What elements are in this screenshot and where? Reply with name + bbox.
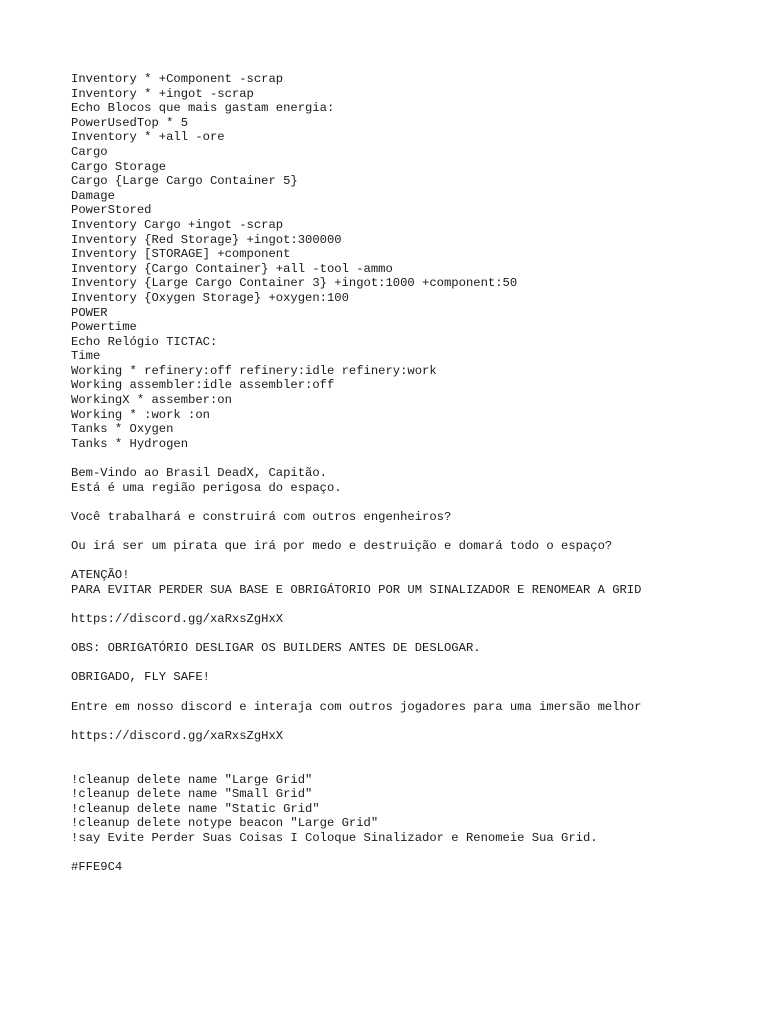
- command-line: Inventory * +Component -scrap: [71, 72, 284, 86]
- command-line: PowerStored: [71, 203, 152, 218]
- thanks-line: OBRIGADO, FLY SAFE!: [71, 670, 210, 685]
- command-line: Inventory * +ingot -scrap: [71, 86, 254, 101]
- command-line: Inventory {Large Cargo Container 3} +ingot:1000 +component:50: [71, 276, 518, 291]
- command-line: Time: [71, 349, 101, 364]
- document-page: [71, 72, 751, 875]
- command-line: WorkingX * assember:on: [71, 393, 232, 408]
- welcome-line: Está é uma região perigosa do espaço.: [71, 480, 342, 495]
- cleanup-line: !cleanup delete name "Large Grid": [71, 772, 313, 787]
- command-line: Cargo: [71, 144, 108, 159]
- spacer: [71, 714, 751, 729]
- discord-link: https://discord.gg/xaRxsZgHxX: [71, 611, 284, 626]
- command-line: Tanks * Hydrogen: [71, 436, 189, 451]
- cleanup-line: !cleanup delete name "Static Grid": [71, 801, 320, 816]
- attention-title: ATENÇÃO!: [71, 568, 130, 583]
- question-line: Ou irá ser um pirata que irá por medo e destruição e domará todo o espaço?: [71, 539, 613, 553]
- spacer: [71, 451, 751, 466]
- welcome-line: Bem-Vindo ao Brasil DeadX, Capitão.: [71, 466, 327, 481]
- spacer: [71, 524, 751, 539]
- command-line: Echo Blocos que mais gastam energia:: [71, 101, 335, 116]
- command-line: Inventory {Red Storage} +ingot:300000: [71, 232, 342, 247]
- command-line: PowerUsedTop * 5: [71, 115, 189, 130]
- question-line: Você trabalhará e construirá com outros engenheiros?: [71, 509, 452, 524]
- cleanup-line: !cleanup delete notype beacon "Large Grid": [71, 816, 379, 831]
- command-line: Working * :work :on: [71, 407, 210, 422]
- attention-text: PARA EVITAR PERDER SUA BASE E OBRIGÁTORIO POR UM SINALIZADOR E RENOMEAR A GRID: [71, 582, 642, 597]
- welcome-section: [71, 466, 751, 743]
- command-line: Working * refinery:off refinery:idle refinery:work: [71, 363, 437, 378]
- discord-link: https://discord.gg/xaRxsZgHxX: [71, 728, 284, 743]
- spacer: [71, 685, 751, 700]
- cleanup-line: !cleanup delete name "Small Grid": [71, 787, 313, 802]
- command-list: [71, 72, 751, 451]
- spacer: [71, 758, 751, 773]
- command-line: Tanks * Oxygen: [71, 422, 174, 437]
- spacer: [71, 845, 751, 860]
- command-line: Cargo {Large Cargo Container 5}: [71, 174, 298, 189]
- cleanup-line: !say Evite Perder Suas Coisas I Coloque Sinalizador e Renomeie Sua Grid.: [71, 830, 598, 845]
- command-line: Inventory * +all -ore: [71, 130, 225, 145]
- command-line: Damage: [71, 188, 115, 203]
- spacer: [71, 554, 751, 569]
- invite-line: Entre em nosso discord e interaja com outros jogadores para uma imersão melhor: [71, 699, 642, 714]
- spacer: [71, 627, 751, 642]
- command-line: Echo Relógio TICTAC:: [71, 334, 218, 349]
- command-line: Inventory Cargo +ingot -scrap: [71, 217, 284, 232]
- cleanup-section: [71, 773, 751, 846]
- command-line: Inventory [STORAGE] +component: [71, 247, 291, 262]
- spacer: [71, 597, 751, 612]
- command-line: POWER: [71, 305, 108, 320]
- spacer: [71, 743, 751, 758]
- command-line: Powertime: [71, 320, 137, 335]
- command-line: Inventory {Oxygen Storage} +oxygen:100: [71, 290, 349, 305]
- command-line: Cargo Storage: [71, 159, 167, 174]
- spacer: [71, 495, 751, 510]
- obs-line: OBS: OBRIGATÓRIO DESLIGAR OS BUILDERS ANTES DE DESLOGAR.: [71, 641, 481, 656]
- color-code: #FFE9C4: [71, 860, 123, 875]
- command-line: Inventory {Cargo Container} +all -tool -ammo: [71, 261, 393, 276]
- spacer: [71, 656, 751, 671]
- command-line: Working assembler:idle assembler:off: [71, 378, 335, 393]
